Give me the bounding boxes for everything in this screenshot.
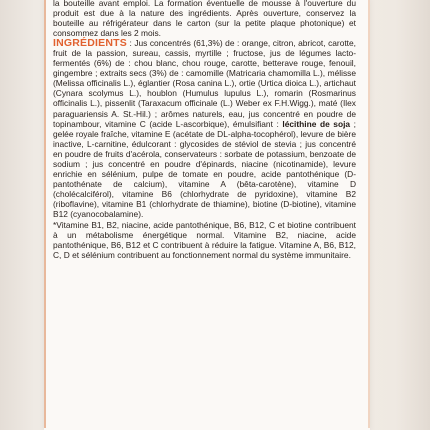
ingredients-heading: INGRÉDIENTS [53,37,127,50]
ingredients-text-1: : Jus concentrés (61,3%) de : orange, citron, abricot, carotte, fruit de la passion, sureau, cassis, myrtille ; fructose, jus de légumes lacto-fermentés (6%) de : chou blanc, chou rouge, carotte, betterave rouge, fenouil, gingembre ; extraits secs (3%) de : camomille (Matricaria chamomilla L.), mélisse (Melissa officinalis L.), églantier (Rosa canina L.), ortie (Urtica dioica L.), artichaut (Cynara scolymus L.), houblon (Humulus lupulus L.), romarin (Rosmarinus officinalis L.), pissenlit (Taraxacum officinale (L.) Weber ex F.H.Wigg.), maté (Ilex paraguariensis A. St.-Hil.) ; arômes naturels, eau, jus concentré en poudre de topinambour, vitamine C (acide L-ascorbique), émulsifiant : [53,38,356,129]
label-text-block [53,0,356,260]
label-right-edge [368,0,370,428]
storage-instructions: la bouteille avant emploi. La formation éventuelle de mousse à l'ouverture du produit est due à la nature des ingrédients. Après ouverture, conservez la bouteille au réfrigérateur dans le carton (sur la petite plaque photonique) et consommez dans les 2 mois. [53,0,356,39]
ingredients-paragraph [53,38,356,219]
ingredients-text-2: ; gelée royale fraîche, vitamine E (acétate de DL-alpha-tocophérol), levure de bière inactive, L-carnitine, édulcorant : glycosides de stéviol de stevia ; jus concentré en poudre de fruits d'acérola, conservateurs : sorbate de potassium, benzoate de sodium ; jus concentré en poudre d'épinards, niacine (nicotinamide), levure enrichie en sélénium, pulpe de tomate en poudre, acide pantothénique (D-pantothénate de calcium), vitamine A (bêta-carotène), vitamine D (cholécalciférol), vitamine B6 (chlorhydrate de pyridoxine), vitamine B2 (riboflavine), vitamine B1 (chlorhydrate de thiamine), biotine (D-biotine), vitamine B12 (cyanocobalamine). [53,118,356,219]
label-left-edge [44,0,46,428]
vitamins-claim: *Vitamine B1, B2, niacine, acide pantothénique, B6, B12, C et biotine contribuent à un métabolisme énergétique normal. Vitamine B2, niacine, acide pantothénique, B6, B12 et C contribuent à réduire la fatigue. Vitamine A, B6, B12, C, D et sélénium contribuent au fonctionnement normal du système immunitaire. [53,220,356,261]
allergen-soy-lecithin: lécithine de soja [282,118,351,129]
product-label [44,0,370,430]
